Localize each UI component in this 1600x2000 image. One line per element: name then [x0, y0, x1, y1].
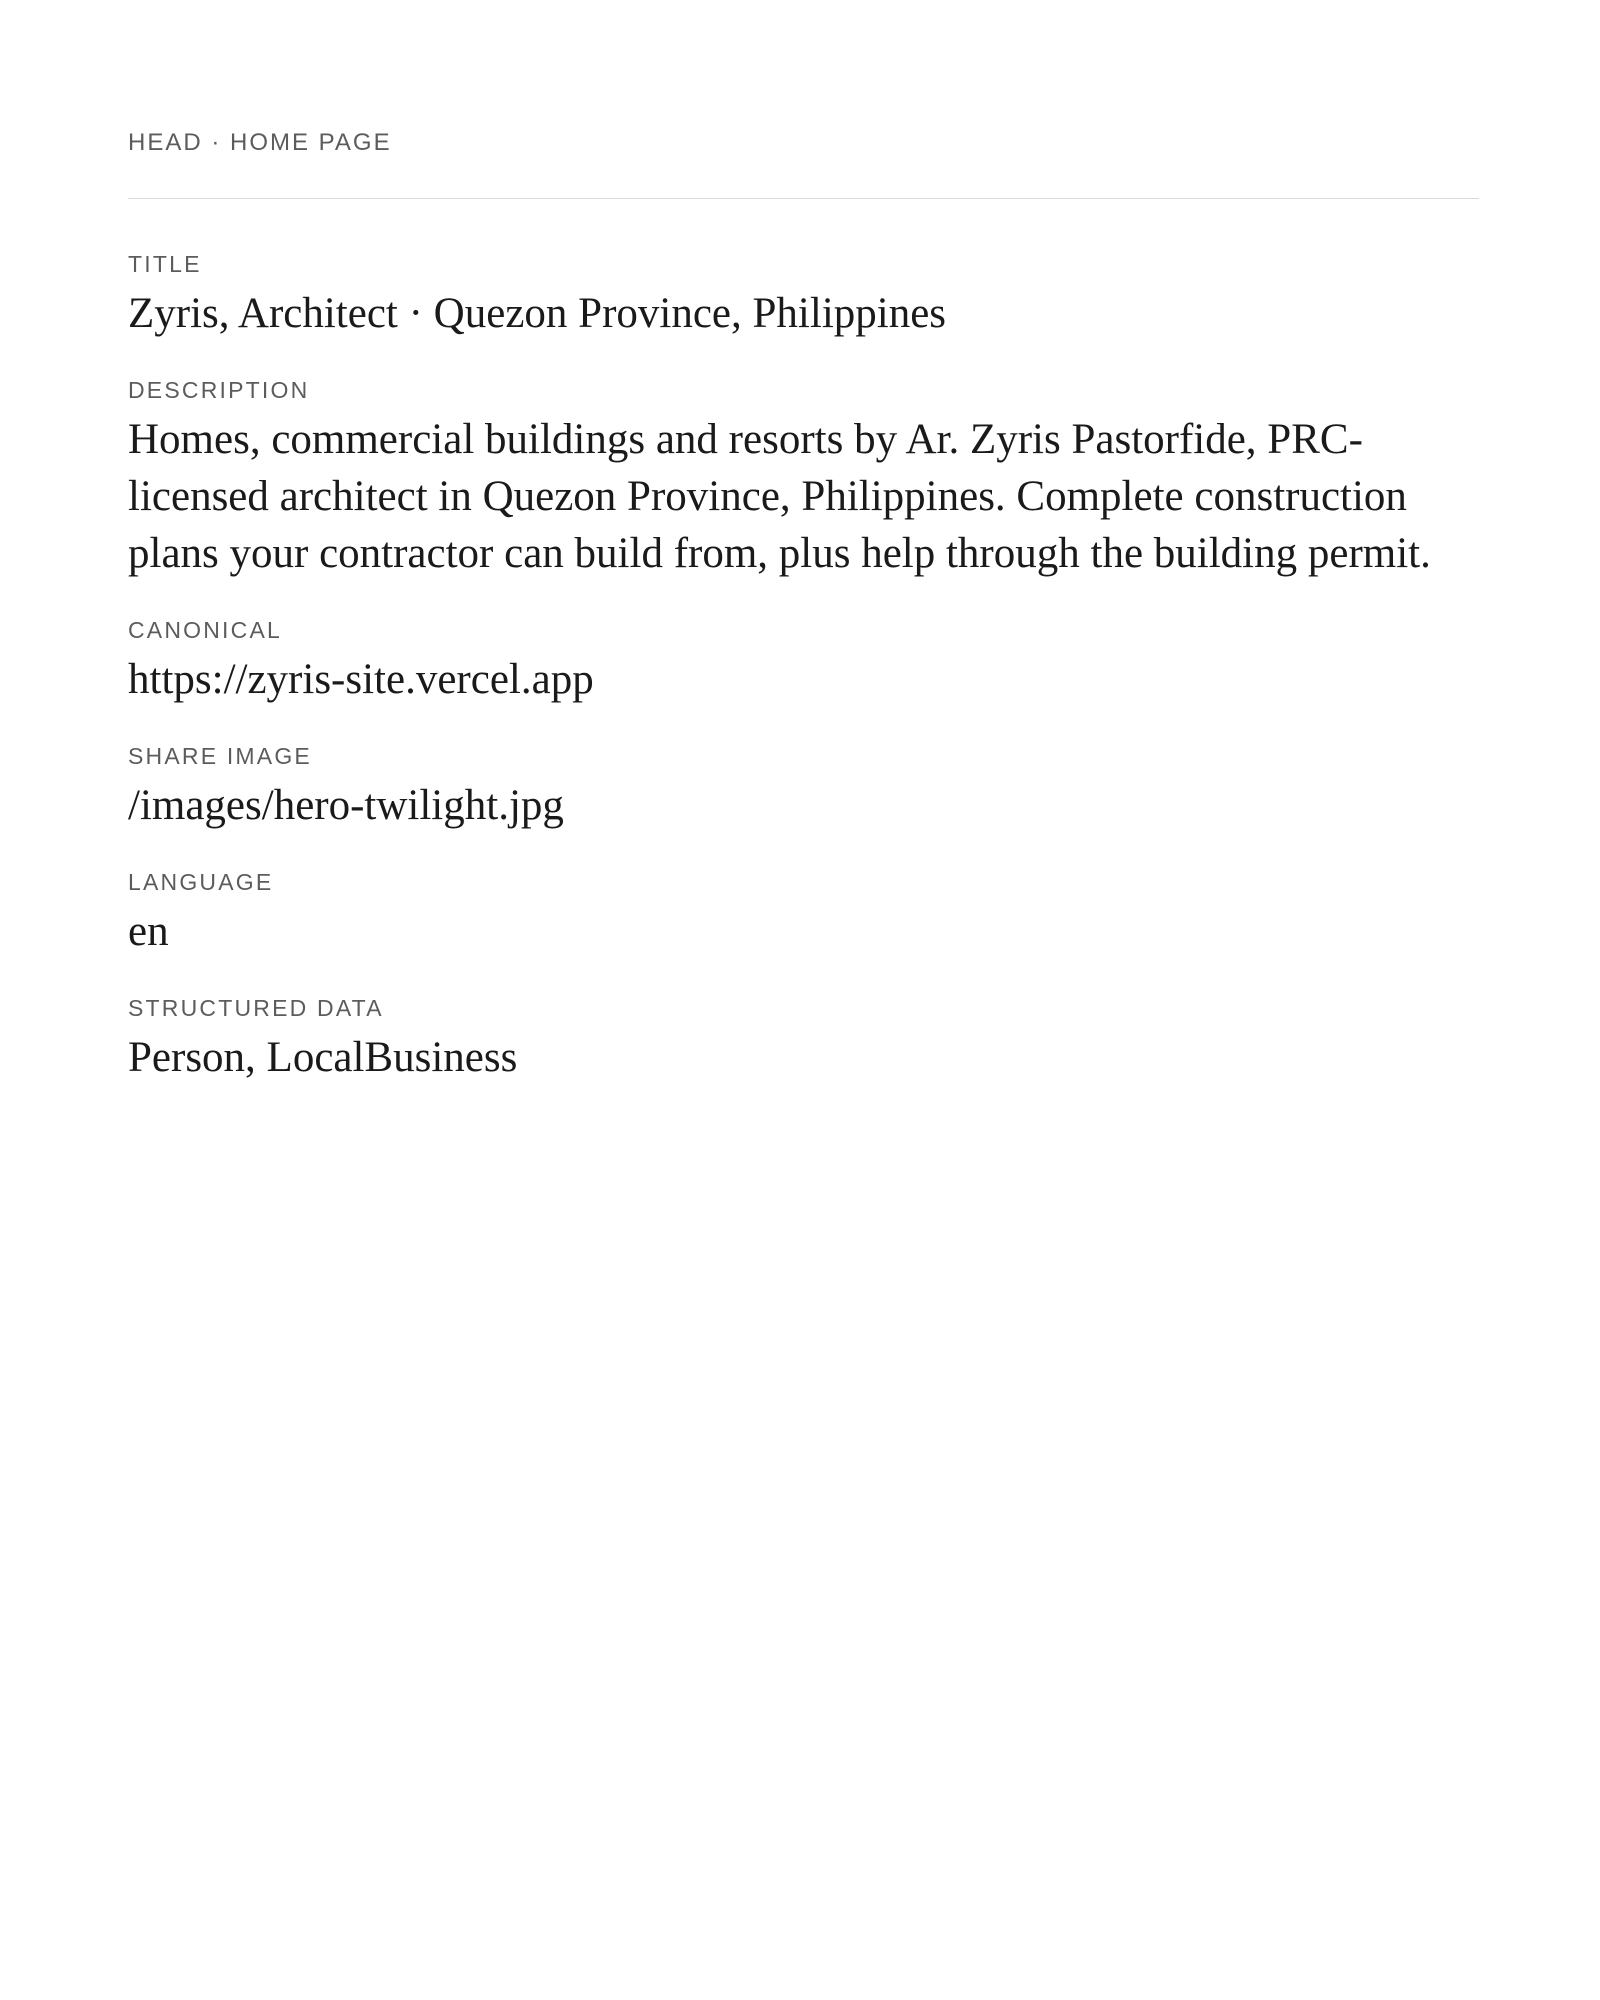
field-value: Homes, commercial buildings and resorts by Ar. Zyris Pastorfide, PRC-licensed architect in Quezon Province, Philippines. Complete construction plans your contractor can build from, plus help through the building permit. [128, 416, 1431, 577]
field-title [128, 249, 1479, 342]
page-header [128, 0, 1479, 199]
page [128, 0, 1479, 1119]
field-value: en [128, 908, 169, 955]
field-value: Person, LocalBusiness [128, 1034, 518, 1081]
field-label: CANONICAL [128, 617, 282, 643]
field-canonical [128, 615, 1479, 708]
field-label: DESCRIPTION [128, 377, 310, 403]
field-description [128, 375, 1479, 582]
page-eyebrow: HEAD · HOME PAGE [128, 129, 392, 156]
field-value: Zyris, Architect · Quezon Province, Philippines [128, 290, 947, 337]
field-value: https://zyris-site.vercel.app [128, 656, 594, 703]
field-label: STRUCTURED DATA [128, 995, 384, 1021]
field-structured-data [128, 993, 1479, 1086]
field-share-image [128, 741, 1479, 834]
field-value: /images/hero-twilight.jpg [128, 782, 564, 829]
field-label: LANGUAGE [128, 869, 274, 895]
field-language [128, 867, 1479, 960]
field-label: TITLE [128, 251, 202, 277]
field-label: SHARE IMAGE [128, 743, 312, 769]
meta-fields [128, 199, 1479, 1086]
